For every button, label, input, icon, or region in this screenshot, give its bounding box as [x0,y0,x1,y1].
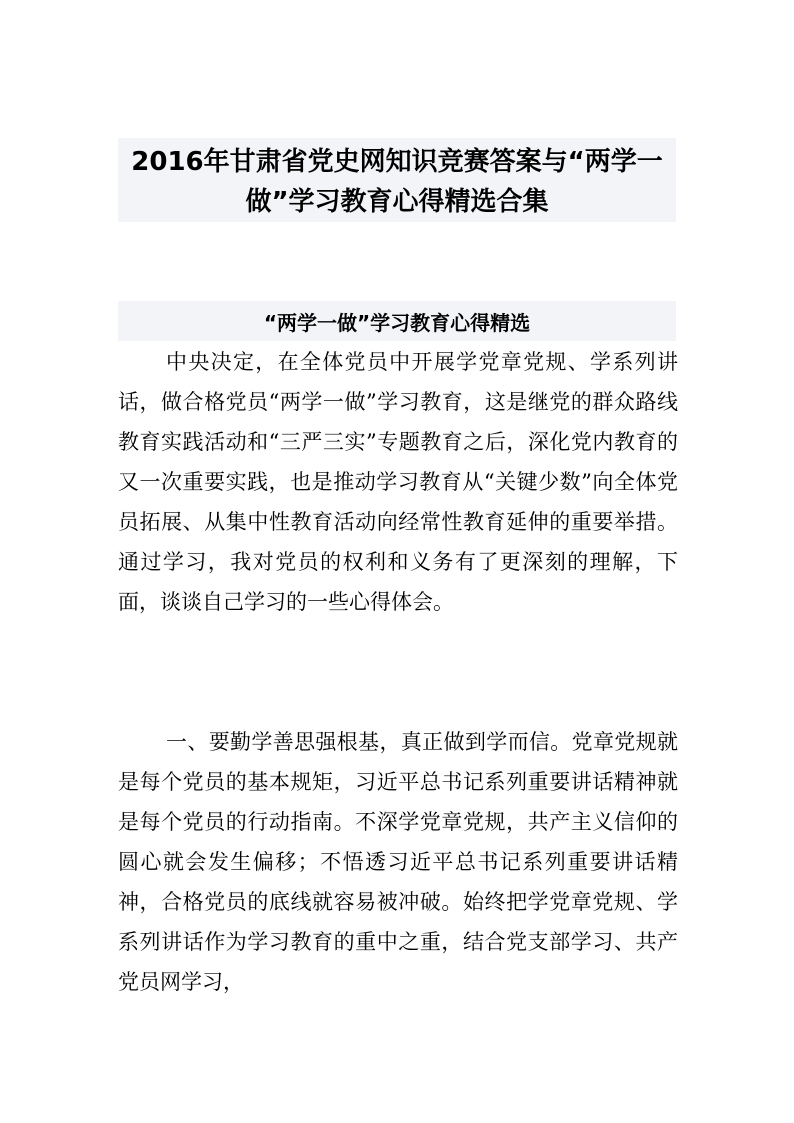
body-paragraph-1: 中央决定，在全体党员中开展学党章党规、学系列讲话，做合格党员“两学一做”学习教育，这是继党的群众路线教育实践活动和“三严三实”专题教育之后，深化党内教育的又一次重要实践，也是推动学习教育从“关键少数”向全体党员拓展、从集中性教育活动向经常性教育延伸的重要举措。通过学习，我对党员的权利和义务有了更深刻的理解，下面，谈谈自己学习的一些心得体会。 [118,350,678,614]
body-paragraph-2: 一、要勤学善思强根基，真正做到学而信。党章党规就是每个党员的基本规矩，习近平总书记系列重要讲话精神就是每个党员的行动指南。不深学党章党规，共产主义信仰的圆心就会发生偏移；不悟透习近平总书记系列重要讲话精神，合格党员的底线就容易被冲破。始终把学党章党规、学系列讲话作为学习教育的重中之重，结合党支部学习、共产党员网学习， [118,730,678,994]
section-heading: “两学一做”学习教育心得精选 [118,301,676,341]
document-title: 2016年甘肃省党史网知识竞赛答案与“两学一做”学习教育心得精选合集 [118,138,676,222]
